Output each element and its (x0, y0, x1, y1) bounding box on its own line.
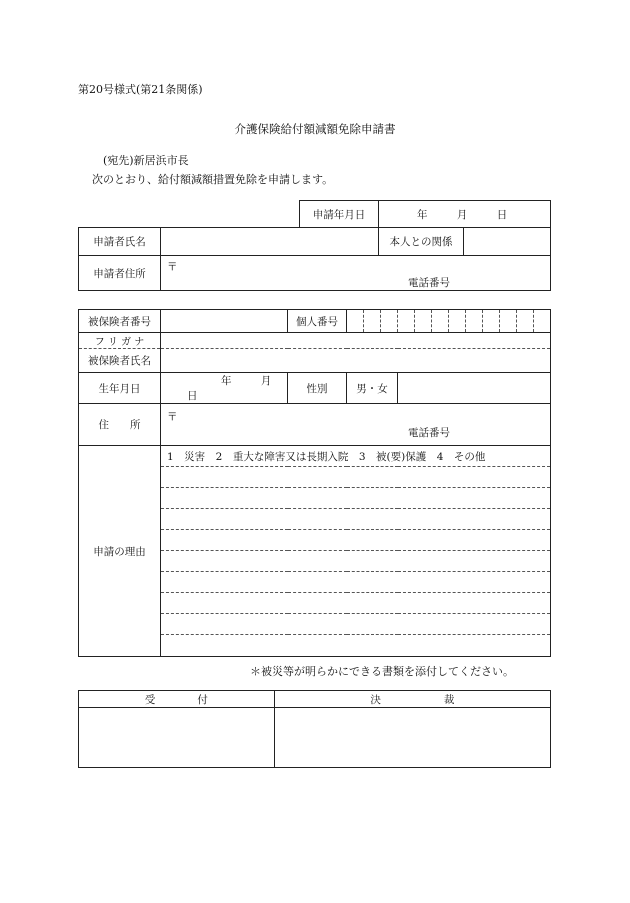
month-label: 月 (456, 208, 468, 221)
insured-number-label: 被保険者番号 (79, 310, 161, 333)
birth-row-blank (398, 373, 551, 404)
reason-line[interactable] (161, 593, 551, 614)
personal-number-field[interactable] (347, 310, 551, 333)
insured-number-field[interactable] (161, 310, 288, 333)
birth-year-label: 年 (221, 375, 232, 387)
birth-month-label: 月 (260, 375, 272, 387)
form-number: 第20号様式(第21条関係) (78, 83, 203, 96)
postal-mark: 〒 (167, 261, 178, 273)
document-title: 介護保険給付額減額免除申請書 (234, 122, 396, 136)
decision-field[interactable] (274, 708, 550, 768)
birth-date-field[interactable] (161, 373, 288, 404)
insured-postal-mark: 〒 (167, 411, 178, 423)
relation-field[interactable] (464, 228, 551, 256)
office-table (78, 690, 551, 768)
reason-line[interactable] (161, 635, 551, 657)
attachment-note: ＊被災等が明らかにできる書類を添付してください。 (250, 665, 514, 678)
insured-name-field[interactable] (161, 349, 551, 373)
reception-field[interactable] (79, 708, 275, 768)
application-date-label: 申請年月日 (300, 201, 379, 228)
insured-address-field[interactable] (161, 404, 551, 446)
reception-label: 受 付 (79, 691, 275, 708)
insured-address-label: 住 所 (79, 404, 161, 446)
insured-phone-label: 電話番号 (408, 427, 450, 439)
reason-line[interactable] (161, 614, 551, 635)
applicant-table (78, 200, 551, 291)
reason-line[interactable] (161, 509, 551, 530)
applicant-name-field[interactable] (161, 228, 379, 256)
reason-line[interactable] (161, 488, 551, 509)
reason-line[interactable] (161, 467, 551, 488)
furigana-label: フ リ ガ ナ (79, 333, 161, 349)
insured-table (78, 309, 551, 657)
applicant-address-field[interactable] (161, 256, 551, 291)
day-label: 日 (496, 208, 508, 221)
reason-line[interactable] (161, 530, 551, 551)
year-label: 年 (417, 208, 428, 221)
relation-label: 本人との関係 (379, 228, 464, 256)
birth-date-label: 生年月日 (79, 373, 161, 404)
sex-label: 性別 (288, 373, 347, 404)
phone-label: 電話番号 (408, 277, 450, 289)
decision-label: 決 裁 (274, 691, 550, 708)
reason-line[interactable] (161, 551, 551, 572)
reason-options: 1 災害 2 重大な障害又は長期入院 3 被(要)保護 4 その他 (161, 446, 551, 467)
personal-number-label: 個人番号 (288, 310, 347, 333)
reason-line[interactable] (161, 572, 551, 593)
applicant-name-label: 申請者氏名 (79, 228, 161, 256)
birth-day-label: 日 (187, 390, 198, 402)
sex-options[interactable]: 男・女 (347, 373, 398, 404)
applicant-address-label: 申請者住所 (79, 256, 161, 291)
addressee: (宛先)新居浜市長 (103, 154, 189, 167)
furigana-field[interactable] (161, 333, 551, 349)
insured-name-label: 被保険者氏名 (79, 349, 161, 373)
reason-label: 申請の理由 (79, 446, 161, 657)
intro-text: 次のとおり、給付額減額措置免除を申請します。 (92, 173, 334, 186)
application-date-field[interactable] (379, 201, 551, 228)
